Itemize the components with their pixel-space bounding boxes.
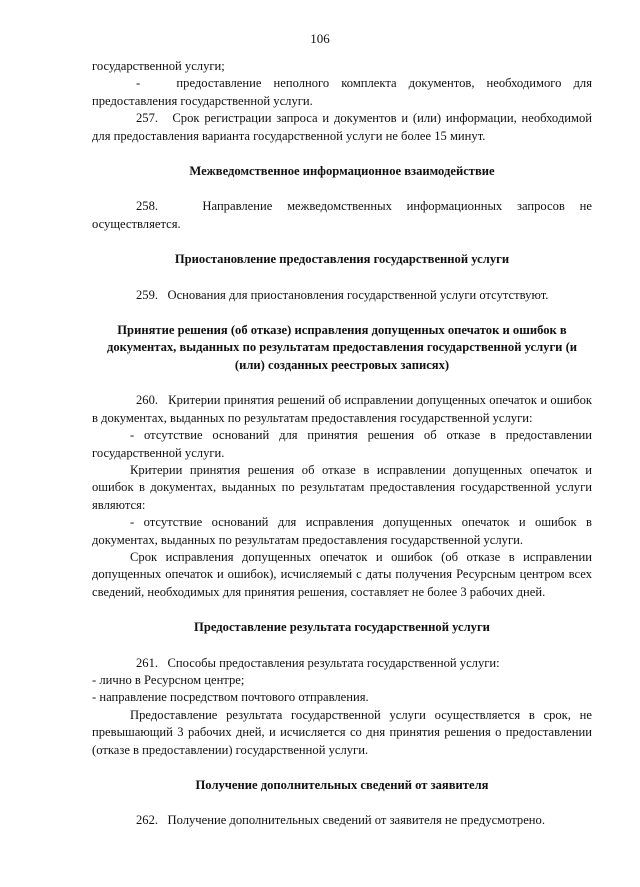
paragraph: 260. Критерии принятия решений об исправлении допущенных опечаток и ошибок в документах, выданных по результатам предоставления государственной услуги:	[92, 393, 592, 425]
paragraph: - лично в Ресурсном центре;	[92, 672, 245, 687]
paragraph: - отсутствие оснований для принятия решения об отказе в предоставлении государственной услуги.	[92, 428, 592, 460]
paragraph: 257. Срок регистрации запроса и документов и (или) информации, необходимой для предоставления варианта государственной услуги не более 15 минут.	[92, 111, 592, 143]
paragraph: 262. Получение дополнительных сведений от заявителя не предусмотрено.	[136, 813, 545, 828]
section-heading: Получение дополнительных сведений от заявителя	[195, 778, 489, 792]
paragraph: государственной услуги;	[92, 59, 225, 73]
paragraph: Срок исправления допущенных опечаток и ошибок (об отказе в исправлении допущенных опечаток и ошибок), исчисляемый с даты получения Ресурсным центром всех сведений, необходимых для принятия решения, составляет не более 3 рабочих дней.	[92, 549, 592, 599]
paragraph: Критерии принятия решения об отказе в исправлении допущенных опечаток и ошибок в документах, выданных по результатам предоставления государственной услуги являются:	[92, 462, 592, 512]
paragraph: - направление посредством почтового отправления.	[92, 690, 369, 705]
section-heading: Приостановление предоставления государственной услуги	[174, 252, 510, 267]
section-heading: Межведомственное информационное взаимодействие	[189, 164, 495, 179]
paragraph: 261. Способы предоставления результата государственной услуги:	[136, 655, 500, 670]
paragraph: Предоставление результата государственной услуги осуществляется в срок, не превышающий 3 рабочих дней, и исчисляется со дня принятия решения о предоставлении (отказе в предоставлении) государственной услуги.	[92, 707, 592, 757]
paragraph: - предоставление неполного комплекта документов, необходимого для предоставления государственной услуги.	[92, 76, 592, 108]
paragraph: - отсутствие оснований для исправления допущенных опечаток и ошибок в документах, выданных по результатам предоставления государственной услуги.	[92, 515, 592, 547]
paragraph: 259. Основания для приостановления государственной услуги отсутствуют.	[136, 287, 549, 302]
section-heading: Принятие решения (об отказе) исправления допущенных опечаток и ошибок в документах, выданных по результатам предоставления государственной услуги (и (или) созданных реестровых записях)	[106, 323, 578, 372]
paragraph: 258. Направление межведомственных информационных запросов не осуществляется.	[92, 199, 592, 231]
page-number: 106	[310, 31, 330, 46]
document-body	[92, 58, 592, 830]
section-heading: Предоставление результата государственной услуги	[194, 620, 490, 635]
